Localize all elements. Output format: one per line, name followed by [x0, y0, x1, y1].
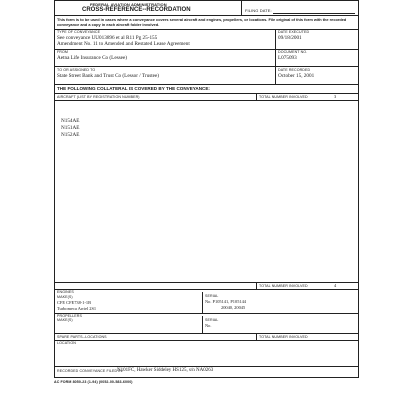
- form-number: AC FORM 8050-23 (1-94) (0052-00-583-6000): [54, 380, 133, 384]
- header-divider: [241, 0, 242, 15]
- conveyance-rule: [54, 49, 359, 50]
- spare-parts-rule: [54, 340, 359, 341]
- engines-make-label: MAKE(S): [57, 295, 73, 299]
- to-label: TO OR ASSIGNED TO: [57, 68, 96, 72]
- header-bottom-rule: [54, 15, 359, 16]
- right-column-divider: [275, 29, 276, 84]
- from-label: FROM: [57, 50, 68, 54]
- recorded-conveyance-value: N101FC, Hawker Siddeley HS125, s/n NA0263: [117, 367, 214, 373]
- engines-total-divider: [256, 282, 257, 289]
- date-recorded-value: October 15, 2001: [278, 73, 315, 79]
- form-title: CROSS-REFERENCE--RECORDATION: [82, 7, 191, 13]
- aircraft-total-value: 3: [334, 94, 337, 99]
- to-rule: [54, 84, 359, 85]
- filing-date-line: [273, 13, 355, 14]
- document-no-value: L075093: [278, 55, 297, 61]
- aircraft-total-label: TOTAL NUMBER INVOLVED: [259, 94, 308, 99]
- recorded-conveyance-label: RECORDED CONVEYANCE FILED IN:: [57, 369, 124, 373]
- from-rule: [54, 66, 359, 67]
- agency-name: FEDERAL AVIATION ADMINISTRATION: [90, 2, 167, 7]
- filing-date-label: FILING DATE:: [245, 8, 272, 13]
- engines-total-value: 4: [334, 283, 337, 288]
- spare-parts-total-divider: [256, 333, 257, 340]
- aircraft-reg-2: N151AE: [61, 125, 80, 131]
- instructions-text: This form is to be used in cases where a conveyance covers several aircraft and engines, propellers, or locations. File original of this form with the recorded conveyance and a copy in each aircraft folder involved.: [57, 17, 347, 27]
- propellers-bottom-rule: [54, 333, 359, 334]
- from-value: Aetna Life Insurance Co (Lessee): [57, 55, 127, 61]
- date-executed-label: DATE EXECUTED: [278, 30, 310, 34]
- aircraft-reg-1: N154AE: [61, 118, 80, 124]
- engines-serial-divider: [202, 292, 203, 313]
- engines-make-line-1: CFE CFE738-1-1B: [57, 300, 92, 305]
- propellers-serial-no: No.: [205, 323, 212, 328]
- propellers-make-label: MAKE(S): [57, 318, 73, 322]
- aircraft-label: AIRCRAFT (LIST BY REGISTRATION NUMBER): [57, 94, 140, 99]
- spare-parts-total-label: TOTAL NUMBER INVOLVED: [259, 334, 308, 339]
- engines-total-rule: [54, 289, 359, 290]
- location-label: LOCATION: [57, 341, 76, 345]
- engines-bottom-rule: [54, 313, 359, 314]
- propellers-serial-divider: [202, 316, 203, 333]
- date-recorded-label: DATE RECORDED: [278, 68, 311, 72]
- engines-top-rule: [54, 282, 359, 283]
- engines-make-line-2: Turbomeca Arriel 2S1: [57, 306, 97, 311]
- collateral-heading: THE FOLLOWING COLLATERAL IS COVERED BY THE CONVEYANCE:: [57, 86, 210, 91]
- aircraft-reg-3: N152AE: [61, 132, 80, 138]
- conveyance-line-1: See conveyance UU013896 et al R11 Pg 25-155: [57, 35, 158, 41]
- engines-serial-label: SERIAL: [205, 294, 219, 298]
- engines-label: ENGINES: [57, 290, 74, 294]
- conveyance-type-label: TYPE OF CONVEYANCE: [57, 30, 101, 34]
- propellers-label: PROPELLERS: [57, 313, 82, 318]
- aircraft-total-divider: [256, 93, 257, 100]
- conveyance-line-2: Amendment No. 11 to Amended and Restated Lease Agreement: [57, 41, 190, 47]
- document-no-label: DOCUMENT NO.: [278, 50, 308, 54]
- engines-serial-line-1: No. P105141, P105144: [205, 299, 246, 304]
- header-top-rule: [54, 0, 359, 1]
- to-value: State Street Bank and Trust Co (Lessor / Trustee): [57, 73, 160, 79]
- date-executed-value: 09/18/2001: [278, 35, 302, 41]
- spare-parts-label: SPARE PARTS--LOCATIONS: [57, 335, 107, 339]
- aircraft-header-rule: [54, 100, 359, 101]
- propellers-serial-label: SERIAL: [205, 318, 219, 322]
- engines-serial-line-2: 20040, 20045: [221, 305, 246, 310]
- engines-total-label: TOTAL NUMBER INVOLVED: [259, 283, 308, 288]
